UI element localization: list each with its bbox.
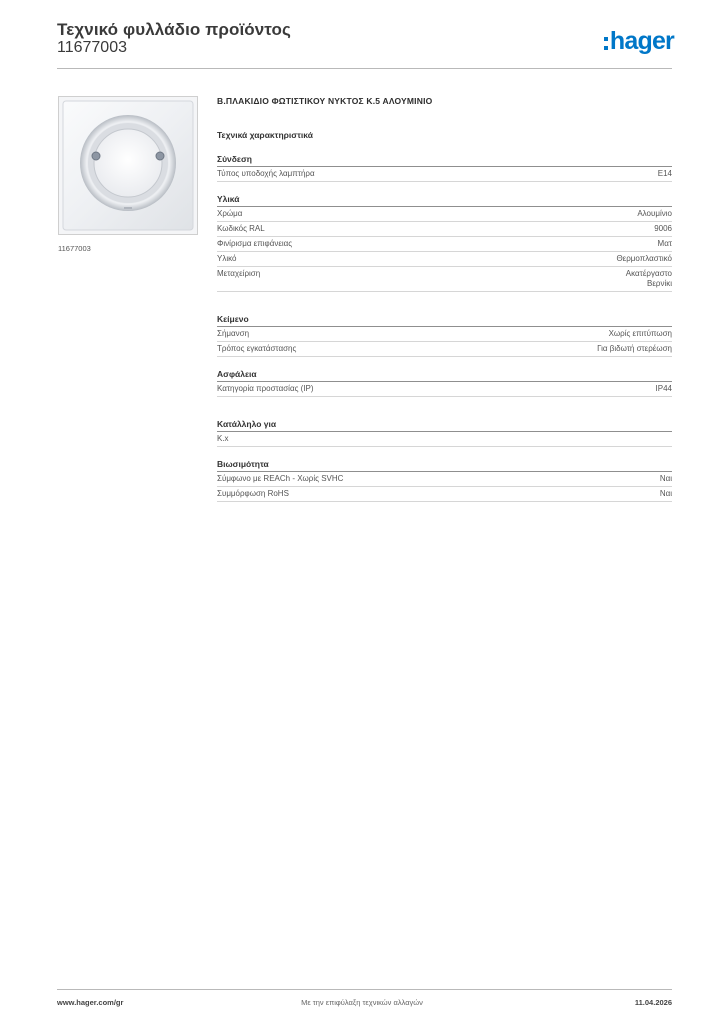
section-title: Ασφάλεια xyxy=(217,369,672,382)
image-caption: 11677003 xyxy=(58,244,91,253)
section-title: Βιωσιμότητα xyxy=(217,459,672,472)
page-title: Τεχνικό φυλλάδιο προϊόντος xyxy=(57,20,291,39)
spec-value-line: Ακατέργαστο xyxy=(625,269,672,278)
spec-label: Κατηγορία προστασίας (IP) xyxy=(217,384,314,393)
spec-label: Μεταχείριση xyxy=(217,269,261,278)
spec-label: Φινίρισμα επιφάνειας xyxy=(217,239,293,248)
wall-plate-illustration xyxy=(59,97,197,234)
spec-row xyxy=(217,432,672,447)
footer-notice: Με την επιφύλαξη τεχνικών αλλαγών xyxy=(301,998,423,1007)
spec-label: Σήμανση xyxy=(217,329,250,338)
spec-value: Θερμοπλαστικό xyxy=(616,254,672,263)
section-text xyxy=(217,314,672,357)
footer-divider xyxy=(57,989,672,990)
section-title: Κείμενο xyxy=(217,314,672,327)
logo-text: hager xyxy=(609,27,674,55)
spec-row xyxy=(217,252,672,267)
spec-label: Τύπος υποδοχής λαμπτήρα xyxy=(217,169,315,178)
spec-label: Τρόπος εγκατάστασης xyxy=(217,344,297,353)
spec-row xyxy=(217,472,672,487)
section-title: Σύνδεση xyxy=(217,154,672,167)
product-code: 11677003 xyxy=(57,39,127,56)
section-connection xyxy=(217,154,672,182)
spec-value: Ναι xyxy=(659,474,672,483)
spec-value-line: Βερνίκι xyxy=(646,279,672,288)
spec-value: Χωρίς επιτύπωση xyxy=(608,329,672,338)
spec-value: E14 xyxy=(657,169,672,178)
specification-panel xyxy=(217,96,672,502)
spec-label: Υλικό xyxy=(217,254,237,263)
spec-row xyxy=(217,237,672,252)
spec-row xyxy=(217,167,672,182)
spec-row xyxy=(217,327,672,342)
spec-value: Αλουμίνιο xyxy=(637,209,672,218)
section-sustainability xyxy=(217,459,672,502)
spec-value: 9006 xyxy=(654,224,672,233)
spec-row xyxy=(217,382,672,397)
footer-date: 11.04.2026 xyxy=(634,998,672,1007)
footer-website-link[interactable]: www.hager.com/gr xyxy=(57,998,124,1007)
spec-row xyxy=(217,342,672,357)
spec-row xyxy=(217,487,672,502)
spec-value xyxy=(626,269,672,289)
section-safety xyxy=(217,369,672,397)
spec-value: Για βιδωτή στερέωση xyxy=(597,344,672,353)
spec-label: Κωδικός RAL xyxy=(217,224,265,233)
spec-value: IP44 xyxy=(655,384,672,393)
logo-colon-icon xyxy=(604,37,608,50)
section-title: Υλικά xyxy=(217,194,672,207)
technical-characteristics-heading: Τεχνικά χαρακτηριστικά xyxy=(217,130,313,140)
spec-value: Ναι xyxy=(659,489,672,498)
product-image xyxy=(58,96,198,235)
spec-row xyxy=(217,222,672,237)
spec-row xyxy=(217,207,672,222)
header-divider xyxy=(57,68,672,69)
hager-logo xyxy=(604,28,674,54)
spec-label: K.x xyxy=(217,434,229,443)
section-materials xyxy=(217,194,672,292)
spec-label: Συμμόρφωση RoHS xyxy=(217,489,289,498)
spec-value: Ματ xyxy=(657,239,672,248)
section-title: Κατάλληλο για xyxy=(217,419,672,432)
product-title: Β.ΠΛΑΚΙΔΙΟ ΦΩΤΙΣΤΙΚΟΥ ΝΥΚΤΟΣ Κ.5 ΑΛΟΥΜΙΝΙΟ xyxy=(217,96,433,106)
spec-row xyxy=(217,267,672,292)
spec-label: Χρώμα xyxy=(217,209,243,218)
section-suitable-for xyxy=(217,419,672,447)
spec-label: Σύμφωνο με REACh - Χωρίς SVHC xyxy=(217,474,344,483)
